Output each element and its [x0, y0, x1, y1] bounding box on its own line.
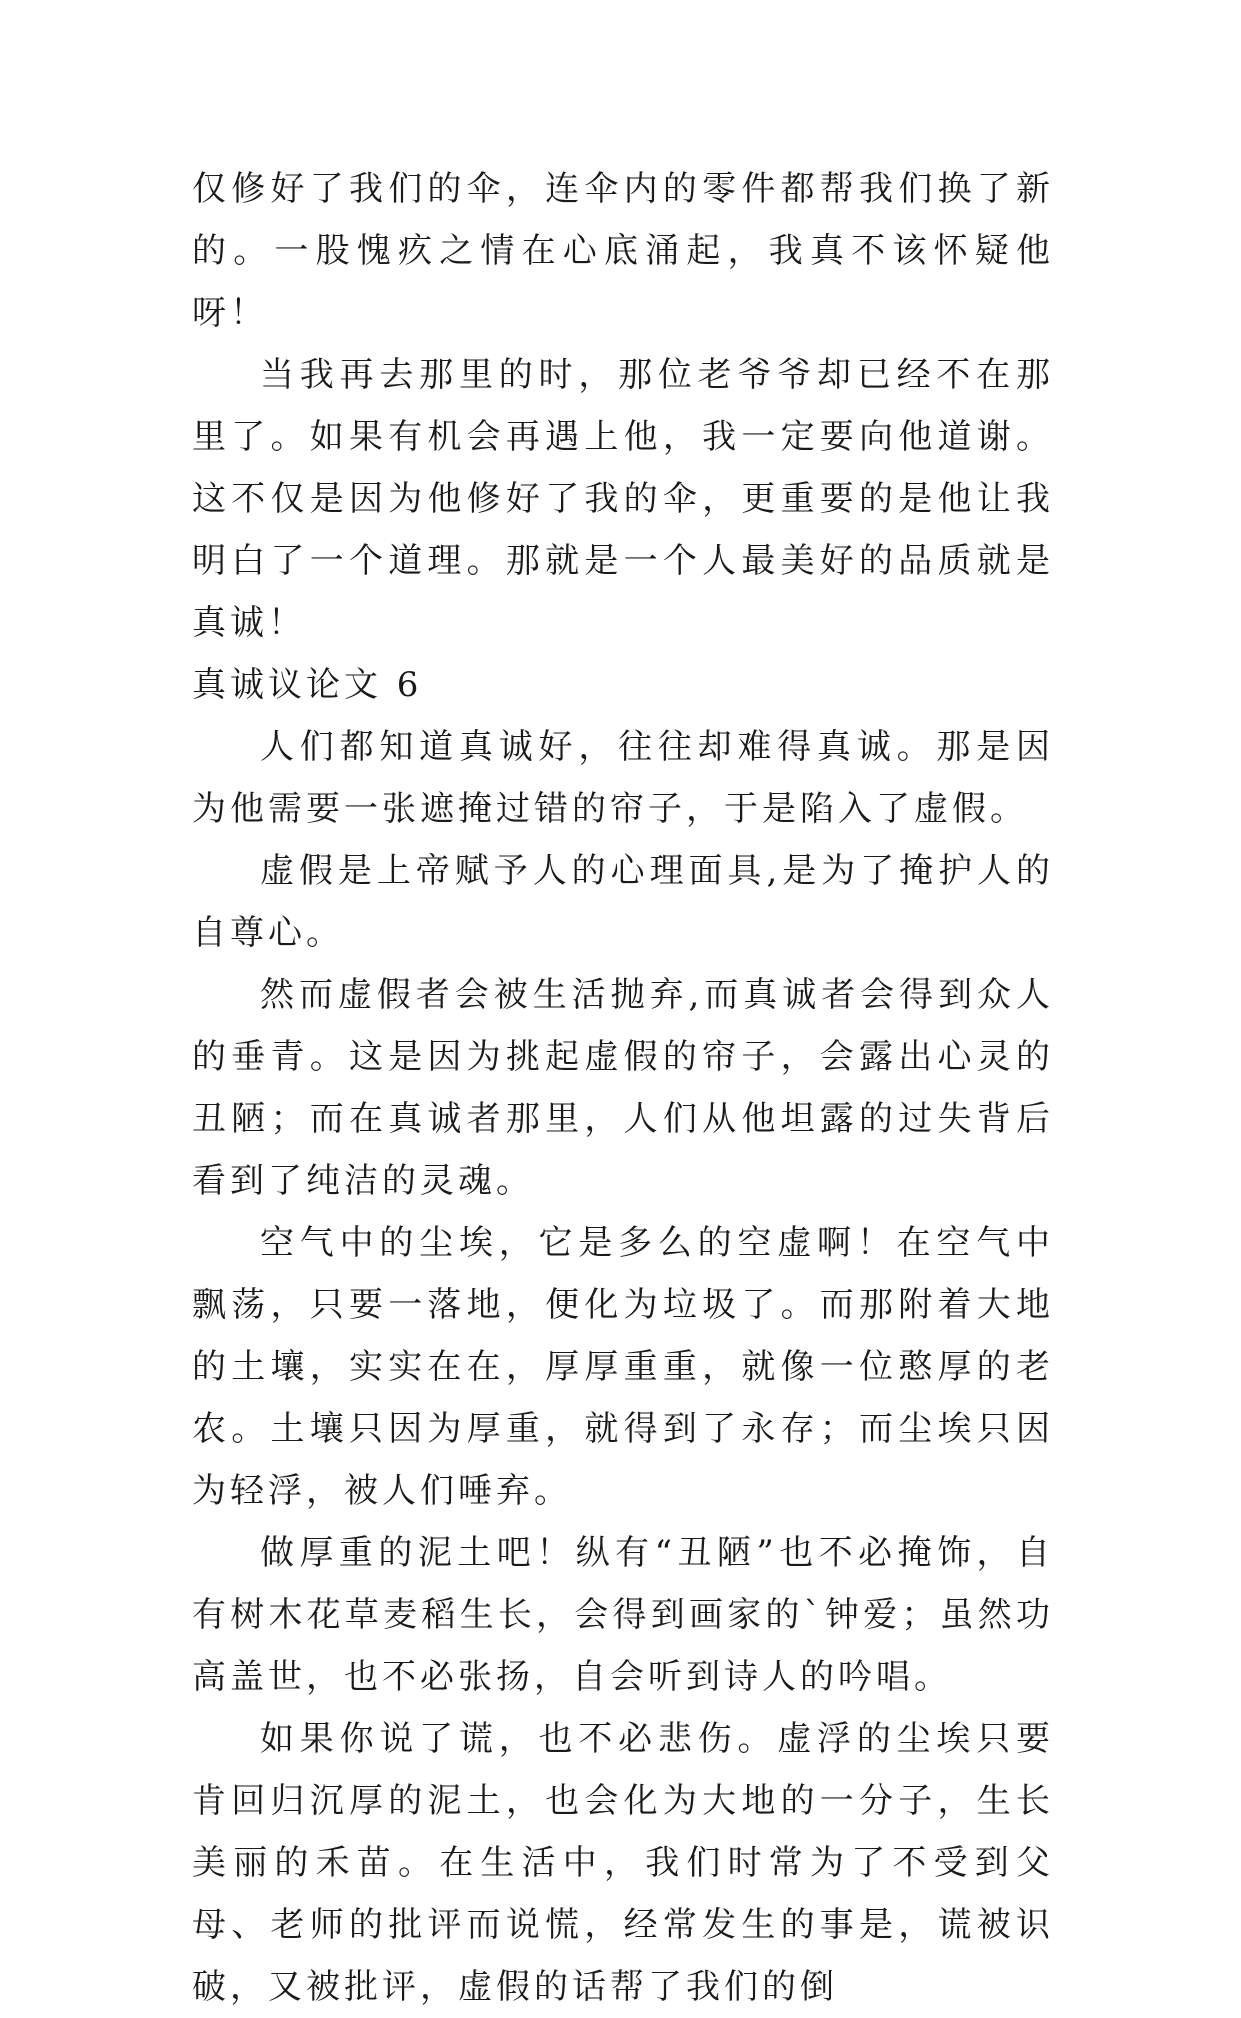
paragraph: 做厚重的泥土吧！纵有“丑陋”也不必掩饰，自有树木花草麦稻生长，会得到画家的`钟爱；虽然功高盖世，也不必张扬，自会听到诗人的吟唱。	[192, 1533, 1054, 1697]
paragraph: 虚假是上帝赋予人的心理面具,是为了掩护人的自尊心。	[192, 851, 1054, 953]
paragraph: 如果你说了谎，也不必悲伤。虚浮的尘埃只要肯回归沉厚的泥土，也会化为大地的一分子，生长美丽的禾苗。在生活中，我们时常为了不受到父母、老师的批评而说慌，经常发生的事是，谎被识破，又被批评，虚假的话帮了我们的倒	[192, 1719, 1054, 2007]
paragraph: 然而虚假者会被生活抛弃,而真诚者会得到众人的垂青。这是因为挑起虚假的帘子，会露出心灵的丑陋；而在真诚者那里，人们从他坦露的过失背后看到了纯洁的灵魂。	[192, 975, 1054, 1201]
paragraph: 当我再去那里的时，那位老爷爷却已经不在那里了。如果有机会再遇上他，我一定要向他道谢。这不仅是因为他修好了我的伞，更重要的是他让我明白了一个道理。那就是一个人最美好的品质就是真诚！	[192, 355, 1054, 643]
paragraph: 仅修好了我们的伞，连伞内的零件都帮我们换了新的。一股愧疚之情在心底涌起，我真不该怀疑他呀！	[192, 169, 1054, 333]
document-body	[192, 158, 1054, 2018]
section-title: 真诚议论文 6	[192, 665, 423, 705]
paragraph: 人们都知道真诚好，往往却难得真诚。那是因为他需要一张遮掩过错的帘子，于是陷入了虚假。	[192, 727, 1054, 829]
paragraph: 空气中的尘埃，它是多么的空虚啊！在空气中飘荡，只要一落地，便化为垃圾了。而那附着大地的土壤，实实在在，厚厚重重，就像一位憨厚的老农。土壤只因为厚重，就得到了永存；而尘埃只因为轻浮，被人们唾弃。	[192, 1223, 1054, 1511]
